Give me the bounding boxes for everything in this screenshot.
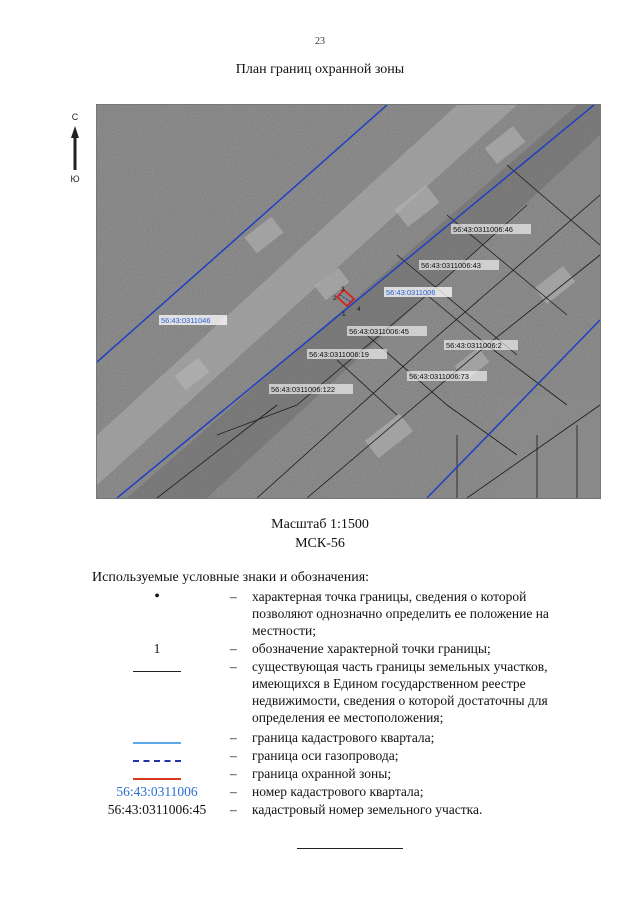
legend-parcel-line-icon [92, 658, 222, 675]
legend-point-icon: • [154, 588, 160, 605]
legend-text [252, 588, 612, 639]
legend-dash: – [230, 659, 237, 674]
legend-dash: – [230, 730, 237, 745]
legend-text-line: граница кадастрового квартала; [252, 730, 435, 745]
legend-text-line: кадастровый номер земельного участка. [252, 802, 483, 817]
parcel-label: 56:43:0311006:45 [349, 327, 409, 336]
legend-quarter-line-icon [92, 729, 222, 746]
legend-text [252, 729, 612, 746]
parcel-label: 56:43:0311006:2 [446, 341, 502, 350]
page-title: План границ охранной зоны [235, 62, 405, 77]
legend-text-line: граница оси газопровода; [252, 748, 399, 763]
parcel-label: 56:43:0311006:122 [271, 385, 336, 394]
legend-text-line: имеющихся в Едином государственном реестре [252, 676, 526, 691]
footer-divider [297, 848, 403, 849]
legend-text-line: граница охранной зоны; [252, 766, 392, 781]
legend-text [252, 640, 612, 657]
legend-text-line: существующая часть границы земельных участков, [252, 659, 548, 674]
legend-parcel-number: 56:43:0311006:45 [107, 802, 207, 817]
legend-title: Используемые условные знаки и обозначения: [92, 570, 370, 585]
legend-text-line: определения ее местоположения; [252, 710, 444, 725]
legend-text [252, 658, 612, 726]
parcel-label: 56:43:0311006:73 [409, 372, 469, 381]
south-label: Ю [70, 174, 80, 184]
legend-text [252, 801, 612, 818]
parcel-label: 56:43:0311006:43 [421, 261, 481, 270]
legend-dash: – [230, 641, 237, 656]
legend-text-line: позволяют однозначно определить ее положение на [252, 606, 549, 621]
legend-point-number: 1 [153, 641, 161, 656]
legend-text [252, 747, 612, 764]
legend-text-line: недвижимости, сведения о которой достаточны для [252, 693, 548, 708]
cadastral-map [96, 104, 601, 499]
north-label: С [71, 112, 79, 122]
legend-quarter-number: 56:43:0311006 [116, 784, 198, 799]
quarter-label: 56:43:0311046 [161, 316, 211, 325]
scale-label: Масштаб 1:1500 [271, 517, 369, 532]
legend-text [252, 783, 612, 800]
legend-gas-line-icon [92, 747, 222, 764]
legend-text-line: обозначение характерной точки границы; [252, 641, 491, 656]
parcel-label: 56:43:0311006:19 [309, 350, 369, 359]
legend-dash: – [230, 802, 237, 817]
crs-label: МСК-56 [295, 536, 345, 551]
legend-dash: – [230, 748, 237, 763]
legend-text-line: номер кадастрового квартала; [252, 784, 424, 799]
legend-text-line: местности; [252, 623, 316, 638]
legend-text [252, 765, 612, 782]
page-number: 23 [315, 36, 325, 47]
legend-zone-line-icon [92, 765, 222, 782]
legend-dash: – [230, 766, 237, 781]
parcel-label: 56:43:0311006:46 [453, 225, 513, 234]
quarter-label: 56:43:0311006 [386, 288, 436, 297]
north-arrow-icon [63, 112, 87, 192]
point-label-2: 2 [333, 295, 337, 302]
legend-text-line: характерная точка границы, сведения о которой [252, 589, 527, 604]
legend-dash: – [230, 784, 237, 799]
legend-dash: – [230, 589, 237, 604]
point-label-4: 4 [357, 306, 361, 313]
point-label-3: 3 [341, 286, 345, 293]
point-label-1: 1 [342, 311, 346, 318]
